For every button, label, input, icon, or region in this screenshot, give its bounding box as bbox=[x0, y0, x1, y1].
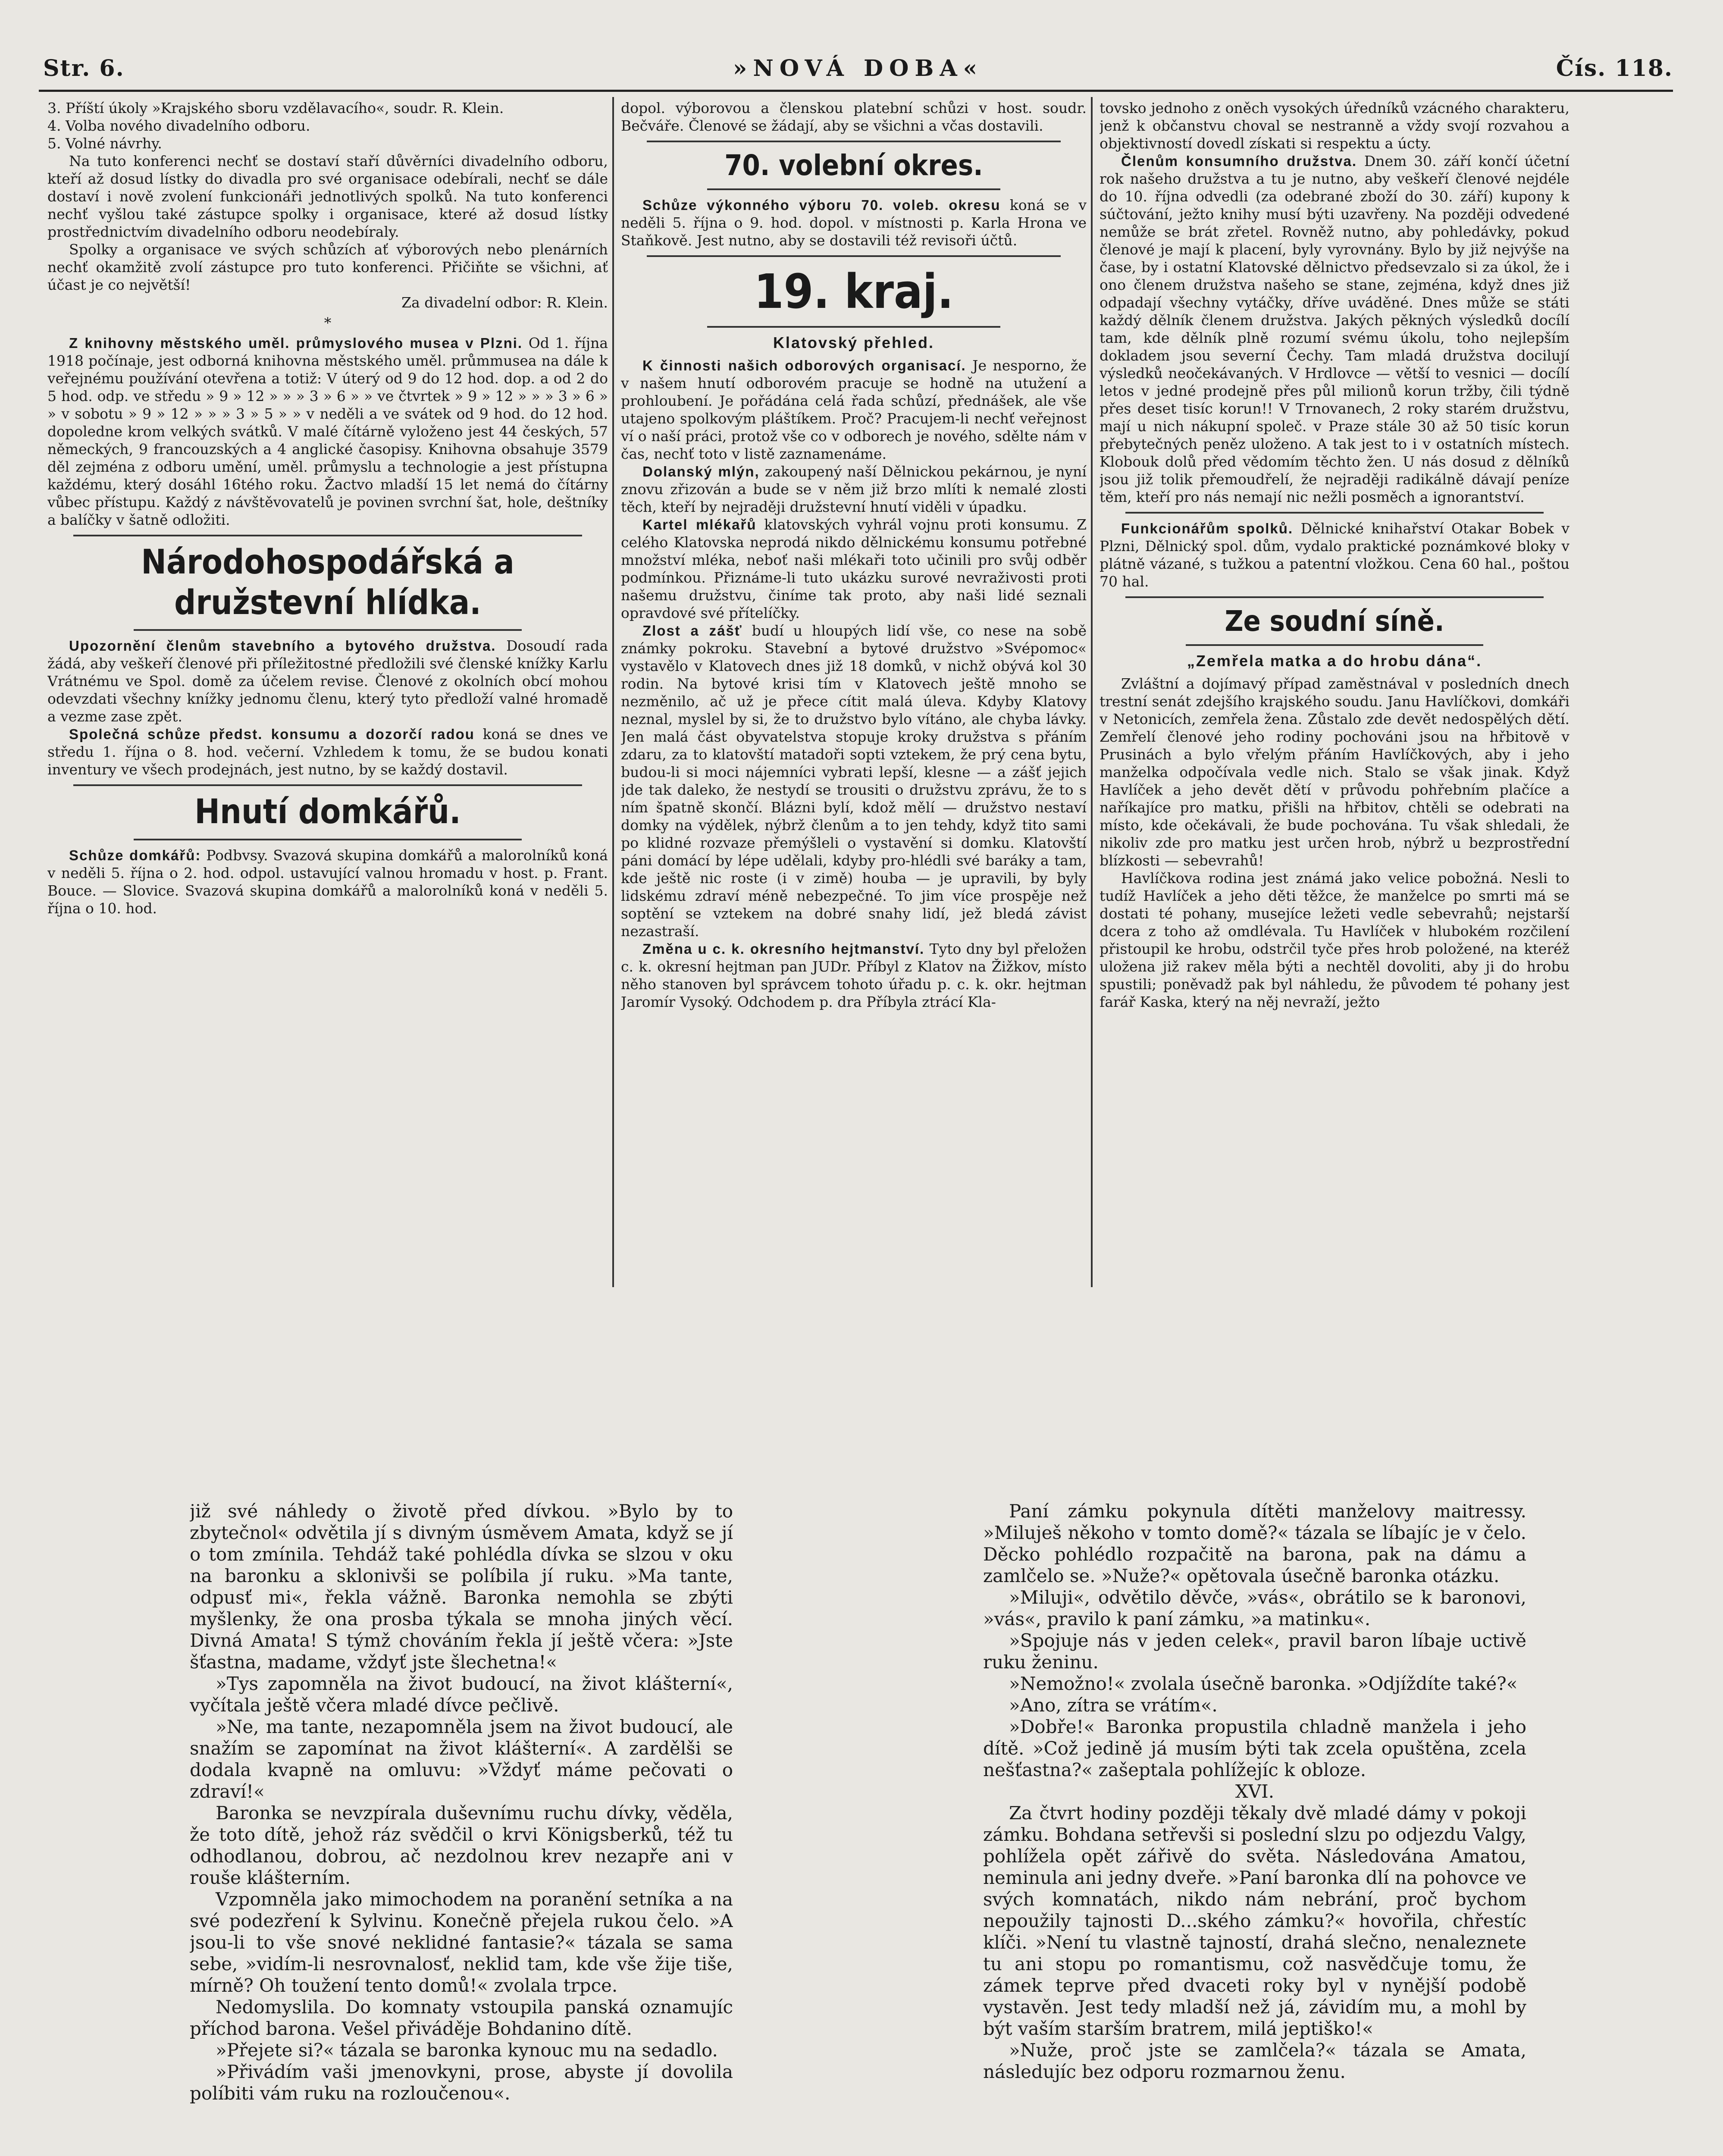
article-text: budí u hloupých lidí vše, co nese na sobě známky pokroku. Stavební a bytové družstvo »Svépomoc« vystavělo v Klatovech dnes již 18 domků, v nichž obývá kol 30 rodin. Na bytové krisi tím v Klatovech ještě mnoho se nezměnilo, ač už je přece cítit malá úleva. Kdyby Klatovy neznal, myslel by si, že to družstvo bylo vítáno, ale chyba lávky. Jen malá část obyvatelstva stopuje kroky družstva s přáním zdaru, za to klatovští matadoři sopti vztekem, že prý cena bytu, budou-li si moci nájemníci vybrati lepší, klesne — a zášť jejich jde tak daleko, že nestydí se trousiti o družstvu zprávu, že to s ním špatně skončí. Blázni bylí, kdož mělí — družstvo nestaví domky na výdělek, nýbrž členům a to jen tehdy, když tito sami po klidné rozvaze přemýšleli o vystavění si domku. Klatovští páni domácí by lépe udělali, kdyby pro-hlédli své baráky a tam, kde ještě nic roste (i v zimě) houba — je upravili, by byly lidskému zdraví méně nebezpečné. To jim více prospěje než soptění se vztekem na dobré snahy lidí, jež bledá závist nezastraší. bbox=[621, 622, 1087, 940]
notice-text: koná se dnes ve středu 1. října o 8. hod. večerní. Vzhledem k tomu, že se budou konati inventury ve všech prodejnách, jest nutno, by se každý dostavil. bbox=[47, 726, 608, 778]
paragraph: Zvláštní a dojímavý případ zaměstnával v posledních dnech trestní senát zdejšího krajského soudu. Janu Havlíčkovi, domkáři v Netonicích, zemřela žena. Zůstalo zde devět nedospělých dětí. Zemřelí členové jeho rodiny pochováni jsou na hřbitově v Prusinách a bylo vřelým přáním Havlíčkových, aby i jeho manželka odpočívala vedle nich. Stalo se však jinak. Když Havlíček a jeho devět dětí v průvodu pohřebním plačíce a naříkajíce pro matku, přišli na hřbitov, chtěli se odebrati na místo, kde očekávali, že bude pochována. Tu však shledali, že nikoliv zde pro matku jest určen hrob, nýbrž u bezprostřední blízkosti — sebevrahů! bbox=[1100, 675, 1569, 869]
paragraph: Na tuto konferenci nechť se dostaví staří důvěrníci divadelního odboru, kteří až dosud lístky do divadla pro své organisace odebírali, nechť se dále dostaví i nově zvolení funkcionáři jednotlivých spolků. Na tuto konferenci nechť vyšlou také zástupce spolky i organisace, které až dosud lístky prostřednictvím divadelního odboru neodebíraly. bbox=[47, 153, 608, 240]
novel-paragraph: »Nemožno!« zvolala úsečně baronka. »Odjíždíte také?« bbox=[1009, 1673, 1518, 1694]
section-rule bbox=[73, 784, 582, 786]
section-rule bbox=[134, 629, 522, 631]
notice-heading: Upozornění členům stavebního a bytového družstva. bbox=[69, 638, 496, 654]
agenda-item: 4. Volba nového divadelního odboru. bbox=[47, 117, 310, 134]
notice-heading: Z knihovny městského uměl. průmyslového musea v Plzni. bbox=[69, 335, 523, 351]
article-heading: K činnosti našich odborových organisací. bbox=[642, 357, 966, 374]
notice-heading: Schůze domkářů: bbox=[69, 847, 201, 863]
article-heading: Kartel mlékařů bbox=[642, 517, 757, 533]
novel-paragraph: Baronka se nevzpírala duševnímu ruchu dívky, věděla, že toto dítě, jehož ráz svědčil o krvi Königsberků, též tu odhodlanou, dobrou, ač nezdolnou krev nezapře ani v rouše klášterním. bbox=[190, 1802, 733, 1888]
article-text: zakoupený naší Dělnickou pekárnou, je nyní znovu zřizován a bude se v něm již brzo mlíti k nemalé zlosti těch, kteří by nejraději družstevní hnutí viděli v úpadku. bbox=[621, 463, 1087, 516]
novel-left-column bbox=[190, 1501, 733, 2156]
section-rule bbox=[707, 188, 1000, 190]
section-rule bbox=[1125, 596, 1544, 598]
section-rule bbox=[1186, 644, 1483, 646]
notice-heading: Schůze výkonného výboru 70. voleb. okresu bbox=[642, 197, 1001, 213]
article-text: Dělnické knihařství Otakar Bobek v Plzni, Dělnický spol. dům, vydalo praktické poznámkové bloky v plátně vázané, s tužkou a patentní vložkou. Cena 60 hal., poštou 70 hal. bbox=[1100, 520, 1569, 590]
article bbox=[621, 516, 1087, 622]
notice-district bbox=[621, 196, 1087, 249]
novel-paragraph: Paní zámku pokynula dítěti manželovy maitressy. »Miluješ někoho v tomto domě?« tázala se líbajíc je v čelo. Děcko pohlédlo rozpačitě na baronа, pak na dámu a zamlčelo se. »Nuže?« opětovala úsečně baronka otázku. bbox=[983, 1501, 1526, 1586]
article-text: Je nesporno, že v našem hnutí odborovém pracuje se hodně na utužení a prohloubení. Je pořádána celá řada schůzí, přednášek, ale vše utajeno spolkovým pláštíkem. Proč? Pracujem-li nechť veřejnost ví o naší práci, protož vše co v odborech je nového, sdělte nám v čas, nechť toto v listě zaznamenáme. bbox=[621, 357, 1087, 463]
novel-paragraph: »Nuže, proč jste se zamlčela?« tázala se Amata, následujíc bez odporu rozmarnou ženu. bbox=[983, 2040, 1526, 2082]
novel-paragraph: »Přivádím vaši jmenovkyni, prose, abyste jí dovolila políbiti vám ruku na rozloučenou«. bbox=[190, 2061, 733, 2104]
novel-paragraph: Nedomyslila. Do komnaty vstoupila panská oznamujíc příchod barona. Vešel přiváděje Bohdanino dítě. bbox=[190, 1996, 733, 2039]
column-2 bbox=[621, 99, 1087, 1298]
article-heading: Členům konsumního družstva. bbox=[1121, 153, 1357, 169]
notice-heading: Společná schůze předst. konsumu a dozorčí radou bbox=[69, 726, 475, 743]
agenda-item: 3. Příští úkoly »Krajského sboru vzdělavacího«, soudr. R. Klein. bbox=[47, 100, 504, 116]
notice-text: Dosoudí rada žádá, aby veškeří členové při příležitostné předložili své členské knížky Karlu Vrátnému ve Spol. domě za účelem revise. Členové z okolních obcí mohou odevzdati všechny knížky jednomu členu, který tyto předloží valné hromadě a vezme zase zpět. bbox=[47, 637, 608, 725]
article bbox=[621, 940, 1087, 1011]
notice-library bbox=[47, 334, 608, 529]
column-divider bbox=[1091, 97, 1093, 1287]
novel-paragraph: »Ne, ma tante, nezapomněla jsem na život budoucí, ale snažím se zapomínat na život klášterní«. A zardělši se dodala kvapně na omluvu: »Vždyť máme pečovati o zdraví!« bbox=[190, 1716, 733, 1802]
section-rule bbox=[707, 326, 1000, 328]
novel-paragraph: Za čtvrt hodiny později těkaly dvě mladé dámy v pokoji zámku. Bohdana setřevši si poslední slzu po odjezdu Valgy, pohlížela opět zářivě do světa. Následována Amatou, neminula ani jedny dveře. »Paní baronka dlí na pohovce ve svých komnatách, nikdo nám nebrání, proč bychom nepoužily tajnosti D...ského zámku?« hovořila, chřestíc klíči. »Není tu vlastně tajností, drahá slečno, nenaleznete tu ani stopu po romantismu, což nasvědčuje tomu, že zámek teprve před dvaceti roky byl v nynější podobě vystavěn. Jest tedy mladší než já, závidím mu, a mohl by být vaším starším bratrem, milá jeptiško!« bbox=[983, 1802, 1526, 2039]
novel-paragraph: »Spojuje nás v jeden celek«, pravil baron líbaje uctivě ruku ženinu. bbox=[983, 1630, 1526, 1673]
signature: Za divadelní odbor: R. Klein. bbox=[401, 294, 608, 311]
article-heading: Změna u c. k. okresního hejtmanství. bbox=[642, 941, 925, 957]
region-heading: 19. kraj. bbox=[754, 264, 954, 320]
notice-text: Od 1. října 1918 počínaje, jest odborná knihovna městského uměl. průmmusea na dále k veřejnému používání otevřena a totiž: V úterý od 9 do 12 hod. dop. a od 2 do 5 hod. odp. ve středu » 9 » 12 » » » 3 » 6 » » ve čtvrtek » 9 » 12 » » » 3 » 6 » » v sobotu » 9 » 12 » » » 3 » 5 » » v neděli a ve svátek od 9 hod. do 12 hod. dopoledne krom velkých svátků. V malé čítárně vyloženo jest 44 českých, 57 německých, 9 francouzských a 4 anglické časopisy. Knihovna obsahuje 3579 děl zejména z odboru umění, uměl. průmyslu a technologie a jest přístupna každému, který dosáhl 16tého roku. Žactvo mladší 15 let nemá do čítárny vůbec přístupu. Každý z návštěvovatelů je povinen svrchní šat, hole, deštníky a balíčky v šatně odložiti. bbox=[47, 335, 608, 528]
subheading: Klatovský přehled. bbox=[773, 334, 935, 352]
section-rule bbox=[1125, 512, 1544, 514]
issue-number: Čís. 118. bbox=[1556, 55, 1673, 81]
section-heading: Ze soudní síně. bbox=[1225, 605, 1444, 638]
paragraph: Spolky a organisace ve svých schůzích ať výborových nebo plenárních nechť okamžitě zvolí zástupce pro tuto konferenci. Přičiňte se všichni, ať účast je co největší! bbox=[47, 241, 608, 293]
novel-paragraph: »Dobře!« Baronka propustila chladně manžela i jeho dítě. »Což jedině já musím býti tak zcela opuštěna, zcela nešťastna?« zašeptala pohlížejíc k obloze. bbox=[983, 1716, 1526, 1780]
section-rule bbox=[647, 141, 1061, 142]
notice-smallholders bbox=[47, 846, 608, 917]
column-divider bbox=[612, 97, 614, 1287]
column-3 bbox=[1100, 99, 1569, 1298]
paragraph: tovsko jednoho z oněch vysokých úředníků vzácného charakteru, jenž k občanstvu choval se nestranně a vždy svojí rozvahou a objektivností dovedl získati si respektu a úcty. bbox=[1100, 100, 1569, 152]
section-heading: Národohospodářská a družstevní hlídka. bbox=[141, 543, 514, 622]
novel-paragraph: »Tys zapomněla na život budoucí, na život klášterní«, vyčítala ještě včera mladé dívce pečlivě. bbox=[190, 1673, 733, 1716]
page-header bbox=[43, 39, 1673, 81]
separator-star: * bbox=[324, 314, 332, 331]
novel-right-column bbox=[983, 1501, 1526, 2156]
article-text: Dnem 30. září končí účetní rok našeho družstva a tu je nutno, aby veškeří členové nejdéle do 10. října odvedli (za odebrané zboží do 30. září) kupony k súčtování, ježto knihy musí býti uzavřeny. Na později odvedené nemůže se brát zřetel. Rovněž nutno, aby pohledávky, pokud členové je mají k placení, byly vyrovnány. Bylo by již nejvýše na čase, by i ostatní Klatovské dělnictvo předsevzalo si za úkol, že i ono členem družstva našeho se stane, zejména, když dnes již odpadají všechny vytáčky, dříve uváděné. Dnes může se státi každý dělník členem družstva. Jakých pěkných výsledků docílí tam, kde dělník plně rozumí svému úkolu, toho nejlepším dokladem jsou severní Čechy. Tam mladá družstva docilují výsledků neočekávaných. V Hrdlovce — větší to vesnici — docílí letos v jedné prodejně přes půl milionů korun tržby, čili týdně přes deset tisíc korun!! V Trnovanech, 2 roky starém družstvu, mají u nich nákupní společ. v Praze stále 30 až 50 tisíc korun přebytečných peněz uloženo. A tak jest to i v ostatních místech. Klobouk dolů před vědomím těchto žen. U nás dosud z dělníků jsou již tolik přemoudřelí, že nejraději radikálně dávají peníze těm, kteří pro nás nemají nic nežli posměch a ignorantství. bbox=[1100, 153, 1569, 505]
article-heading: Dolanský mlýn, bbox=[642, 464, 760, 480]
article bbox=[621, 463, 1087, 516]
notice-cooperative bbox=[47, 637, 608, 725]
section-rule bbox=[134, 839, 522, 840]
notice-text: Podbvsy. Svazová skupina domkářů a malorolníků koná v neděli 5. října o 2. hod. odpol. ustavující valnou hromadu v host. p. Frant. Bouce. — Slovice. Svazová skupina domkářů a malorolníků koná v neděli 5. října o 10. hod. bbox=[47, 846, 608, 917]
agenda-item: 5. Volné návrhy. bbox=[47, 135, 162, 152]
article bbox=[621, 357, 1087, 463]
novel-paragraph: »Ano, zítra se vrátím«. bbox=[1009, 1695, 1218, 1716]
article bbox=[1100, 520, 1569, 590]
subheading: „Zemřela matka a do hrobu dána“. bbox=[1187, 652, 1482, 670]
paragraph: Havlíčkova rodina jest známá jako velice pobožná. Nesli to tudíž Havlíček a jeho děti těžce, že manželce po smrti má se dostati té pohany, musejíce ležeti vedle sebevrahů; nejstarší dcera z toho až omdlévala. Tu Havlíček v hlubokém rozčilení přistoupil ke hrobu, odstrčil tyče přes hrob položené, na kteréž uložena již rakev měla býti a nechtěl dovoliti, aby ji do hrobu spustili; poněvadž pak byl náhledu, že původem té pohany jest farář Kaska, který na něj nevraží, ježto bbox=[1100, 870, 1569, 1011]
article bbox=[1100, 152, 1569, 506]
notice-meeting bbox=[47, 725, 608, 778]
article-text: klatovských vyhrál vojnu proti konsumu. Z celého Klatovska neprodá nikdo dělnickému konsumu potřebné množství mléka, neboť naši mlékaři toto učinili pro svůj odběr podmínkou. Přiznáme-li tuto ukázku surové nevraživosti proti našemu družstvu, činíme tak proto, aby naši lidé seznali opravdové své přítelíčky. bbox=[621, 516, 1087, 622]
masthead-title: »NOVÁ DOBA« bbox=[733, 55, 984, 81]
paragraph: dopol. výborovou a členskou platební schůzi v host. soudr. Bečváře. Členové se žádají, aby se všichni a včas dostavili. bbox=[621, 100, 1087, 134]
notice-text: koná se v neděli 5. října o 9. hod. dopol. v místnosti p. Karla Hrona ve Staňkově. Jest nutno, aby se dostavili též revisoři účtů. bbox=[621, 197, 1087, 249]
novel-paragraph: již své náhledy o životě před dívkou. »Bylo by to zbytečnol« odvětila jí s divným úsměvem Amata, když se jí o tom zmínila. Tehdáž také pohlédla dívka se slzou v oku na baronku a sklonivši se políbila jí ruku. »Ma tante, odpusť mi«, řekla vážně. Baronka nemohla se zbýti myšlenky, že ona prosba týkala se mnoha jiných věcí. Divná Amata! S týmž chováním řekla jí ještě včera: »Jste šťastna, madame, vždyť jste šlechetna!« bbox=[190, 1501, 733, 1673]
section-rule bbox=[73, 535, 582, 536]
article-heading: Funkcionářům spolků. bbox=[1121, 520, 1294, 536]
section-rule bbox=[647, 255, 1061, 257]
section-heading: Hnutí domkářů. bbox=[194, 793, 461, 832]
chapter-number: XVI. bbox=[1235, 1781, 1275, 1802]
page-number: Str. 6. bbox=[43, 55, 125, 81]
column-1 bbox=[47, 99, 608, 1298]
article bbox=[621, 622, 1087, 940]
section-heading: 70. volební okres. bbox=[724, 149, 983, 182]
article-text: Tyto dny byl přeložen c. k. okresní hejtman pan JUDr. Příbyl z Klatov na Žižkov, místo něho stanoven byl správcem tohoto úřadu p. c. k. okr. hejtman Jaromír Vysoký. Odchodem p. dra Příbyla ztrácí Kla- bbox=[621, 940, 1087, 1011]
article-heading: Zlost a zášť bbox=[642, 623, 742, 639]
novel-paragraph: Vzpomněla jako mimochodem na poranění setníka a na své podezření k Sylvinu. Konečně přejela rukou čelo. »A jsou-li to vše snové neklidné fantasie?« tázala se sama sebe, »vidím-li nesrovnalosť, neklid tam, kde vše žije tiše, mírně? Oh toužení tento domů!« zvolala trpce. bbox=[190, 1889, 733, 1996]
novel-paragraph: »Miluji«, odvětilo děvče, »vás«, obrátilo se k baronovi, »vás«, pravilo k paní zámku, »a matinku«. bbox=[983, 1587, 1526, 1630]
header-rule bbox=[39, 90, 1673, 92]
novel-paragraph: »Přejete si?« tázala se baronka kynouc mu na sedadlo. bbox=[216, 2040, 718, 2061]
